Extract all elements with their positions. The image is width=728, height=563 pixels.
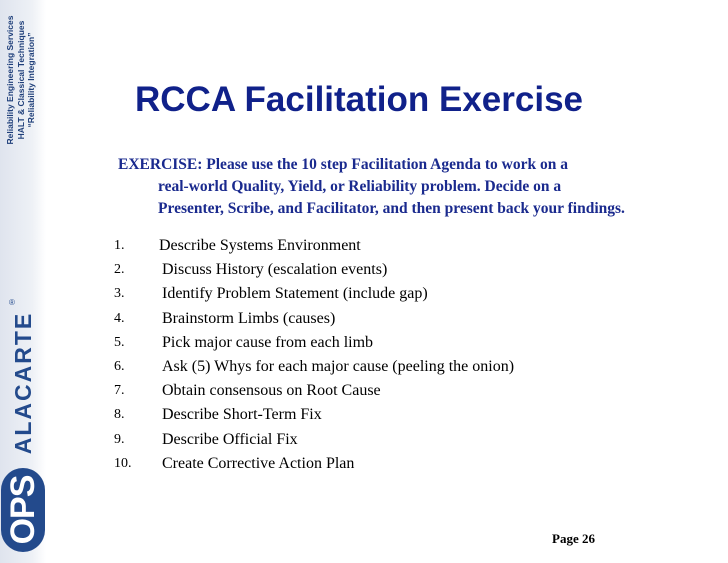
brand-sidebar [0, 0, 46, 563]
tagline-line-2: HALT & Classical Techniques [15, 20, 26, 140]
step-text: Brainstorm Limbs (causes) [162, 309, 336, 327]
step-text: Describe Systems Environment [159, 237, 361, 254]
exercise-instructions [118, 154, 708, 220]
list-item [114, 355, 514, 379]
list-item [114, 282, 514, 306]
step-number: 9. [114, 431, 125, 447]
step-number: 3. [114, 286, 125, 302]
list-item [114, 428, 514, 452]
step-text: Obtain consensous on Root Cause [162, 382, 381, 400]
step-number: 2. [114, 262, 125, 278]
tagline-line-3: “Reliability Integration” [26, 32, 36, 128]
step-number: 1. [114, 238, 125, 253]
step-number: 10. [114, 455, 132, 471]
step-number: 5. [114, 334, 125, 350]
step-text: Discuss History (escalation events) [162, 261, 388, 279]
exercise-line-2: real-world Quality, Yield, or Reliability problem. Decide on a [158, 178, 562, 195]
list-item [114, 379, 514, 403]
list-item [114, 307, 514, 331]
step-text: Ask (5) Whys for each major cause (peeling the onion) [162, 357, 515, 375]
step-text: Create Corrective Action Plan [162, 454, 355, 472]
facilitation-steps-list [114, 234, 514, 476]
alacarte-logo [8, 303, 38, 463]
list-item [114, 452, 514, 476]
list-item [114, 331, 514, 355]
ops-logo-text: OPS [4, 475, 42, 545]
step-text: Pick major cause from each limb [162, 333, 374, 351]
list-item [114, 258, 514, 282]
registered-mark: ® [9, 298, 15, 307]
step-number: 8. [114, 407, 125, 423]
step-number: 7. [114, 383, 125, 399]
brand-tagline [5, 0, 37, 165]
step-number: 4. [114, 310, 125, 326]
exercise-line-1: EXERCISE: Please use the 10 step Facilitation Agenda to work on a [118, 156, 568, 173]
exercise-line-3: Presenter, Scribe, and Facilitator, and then present back your findings. [158, 200, 625, 217]
list-item [114, 234, 514, 258]
step-text: Describe Short-Term Fix [162, 406, 322, 424]
step-text: Identify Problem Statement (include gap) [162, 285, 428, 303]
step-number: 6. [114, 358, 125, 374]
alacarte-logo-text: ALACARTE [10, 311, 36, 455]
slide-title: RCCA Facilitation Exercise [135, 80, 584, 119]
step-text: Describe Official Fix [162, 430, 298, 448]
list-item [114, 403, 514, 427]
page-number: Page 26 [552, 531, 595, 546]
tagline-line-1: Reliability Engineering Services [5, 15, 15, 145]
ops-logo [1, 468, 45, 552]
